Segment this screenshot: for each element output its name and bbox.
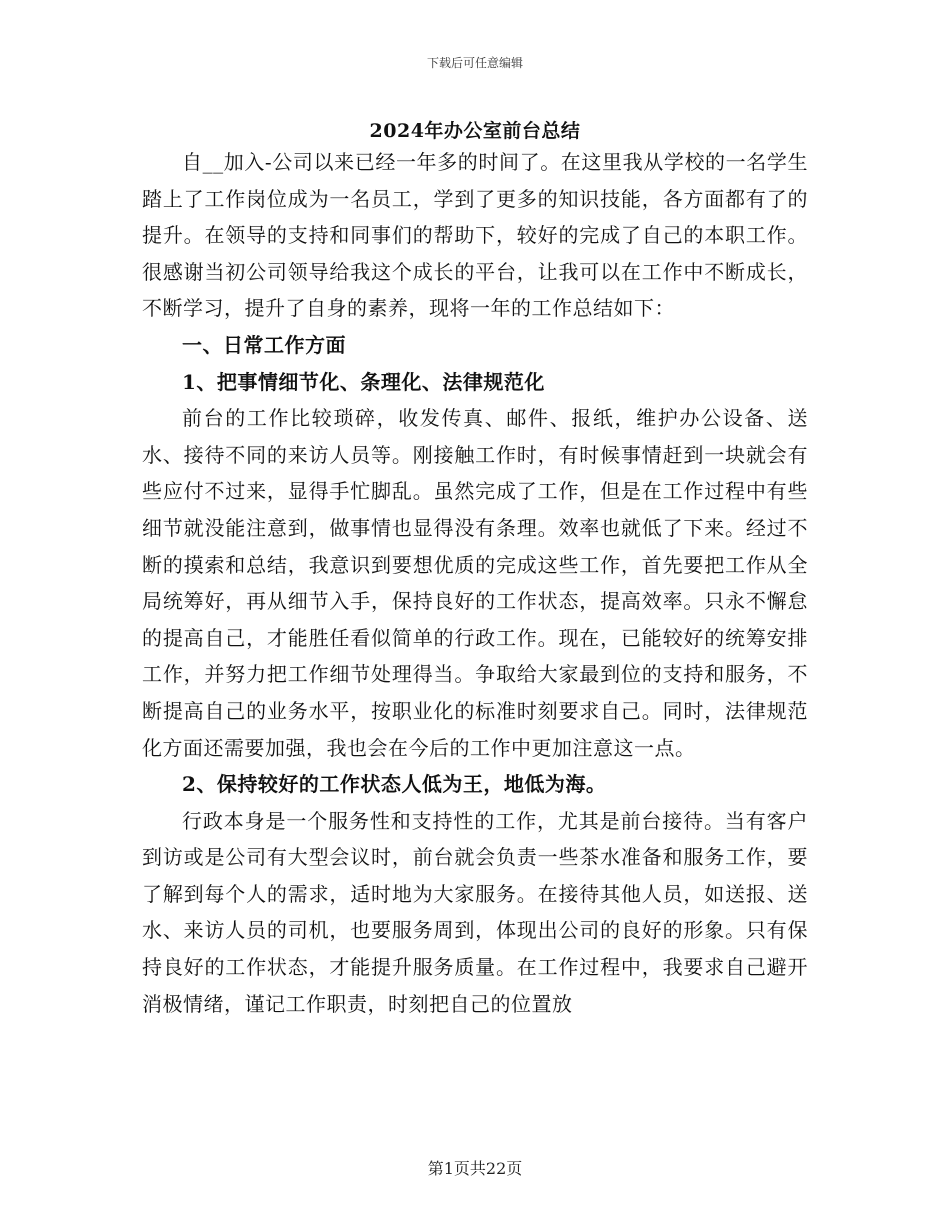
document-title: 2024年办公室前台总结 — [369, 120, 581, 142]
section-heading-daily-work: 一、日常工作方面 — [182, 332, 346, 357]
subsection-heading-2: 2、保持较好的工作状态人低为王，地低为海。 — [182, 772, 607, 797]
subsection-1-paragraph: 前台的工作比较琐碎，收发传真、邮件、报纸，维护办公设备、送水、接待不同的来访人员等。刚接触工作时，有时候事情赶到一块就会有些应付不过来，显得手忙脚乱。虽然完成了工作，但是在工作过程中有些细节就没能注意到，做事情也显得没有条理。效率也就低了下来。经过不断的摸索和总结，我意识到要想优质的完成这些工作，首先要把工作从全局统筹好，再从细节入手，保持良好的工作状态，提高效率。只永不懈怠的提高自己，才能胜任看似简单的行政工作。现在，已能较好的统筹安排工作，并努力把工作细节处理得当。争取给大家最到位的支持和服务，不断提高自己的业务水平，按职业化的标准时刻要求自己。同时，法律规范化方面还需要加强，我也会在今后的工作中更加注意这一点。 — [142, 406, 808, 760]
document-body — [142, 144, 808, 1022]
intro-paragraph: 自__加入-公司以来已经一年多的时间了。在这里我从学校的一名学生踏上了工作岗位成为一名员工，学到了更多的知识技能，各方面都有了的提升。在领导的支持和同事们的帮助下，较好的完成了自己的本职工作。很感谢当初公司领导给我这个成长的平台，让我可以在工作中不断成长，不断学习，提升了自身的素养，现将一年的工作总结如下： — [142, 150, 808, 321]
page-indicator: 第1页共22页 — [427, 1159, 523, 1178]
subsection-2-paragraph: 行政本身是一个服务性和支持性的工作，尤其是前台接待。当有客户到访或是公司有大型会议时，前台就会负责一些茶水准备和服务工作，要了解到每个人的需求，适时地为大家服务。在接待其他人员，如送报、送水、来访人员的司机，也要服务周到，体现出公司的良好的形象。只有保持良好的工作状态，才能提升服务质量。在工作过程中，我要求自己避开消极情绪，谨记工作职责，时刻把自己的位置放 — [142, 808, 808, 1016]
subsection-heading-1: 1、把事情细节化、条理化、法律规范化 — [182, 369, 545, 394]
header-note: 下载后可任意编辑 — [426, 56, 523, 70]
